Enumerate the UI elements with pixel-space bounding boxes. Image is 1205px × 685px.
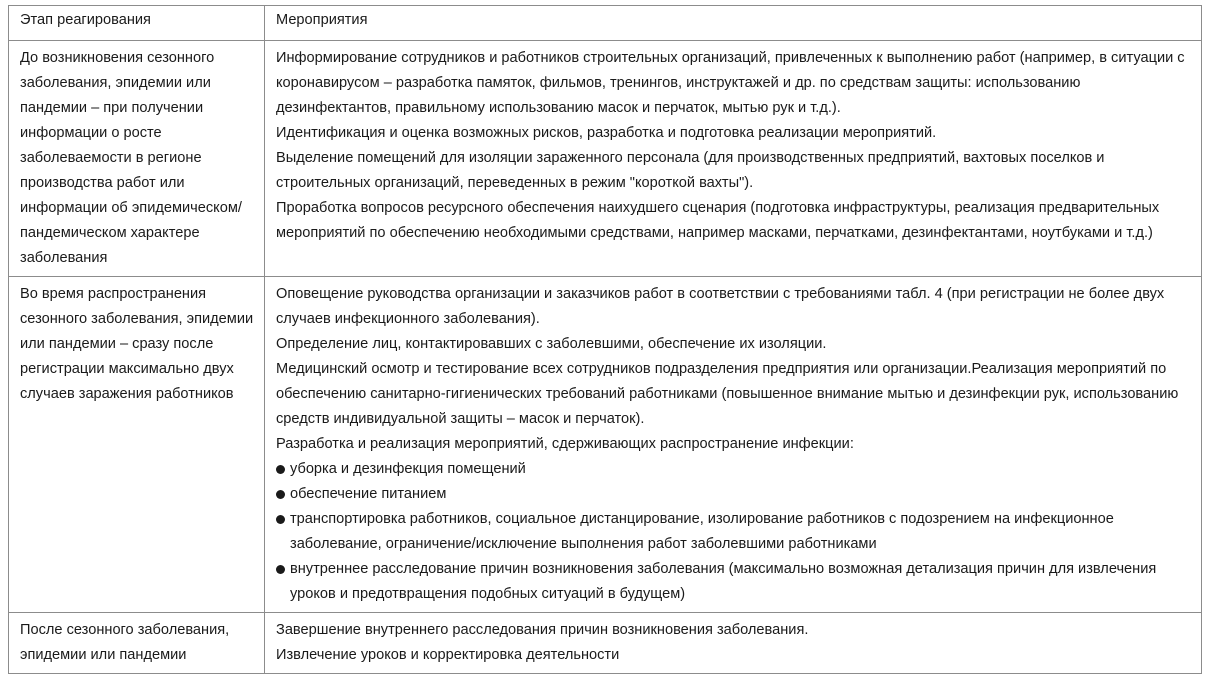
bullet-dot-icon	[276, 565, 285, 574]
list-item	[276, 507, 1195, 557]
header-stage: Этап реагирования	[9, 6, 265, 41]
table-row	[9, 41, 1202, 277]
list-item	[276, 457, 1195, 482]
stage-text: После сезонного заболевания, эпидемии или пандемии	[20, 622, 230, 663]
response-measures-table	[8, 5, 1202, 674]
list-item	[276, 482, 1195, 507]
measure-paragraph: Медицинский осмотр и тестирование всех сотрудников подразделения предприятия или организации.Реализация мероприятий по обеспечению санитарно-гигиенических требований работниками (повышенное внимание мытью и дезинфекции рук, использованию средств индивидуальной защиты – масок и перчаток).	[276, 361, 1179, 427]
list-item-text: уборка и дезинфекция помещений	[290, 461, 526, 477]
bullet-list	[276, 457, 1195, 607]
measure-paragraph: Извлечение уроков и корректировка деятельности	[276, 647, 620, 663]
measure-paragraph: Выделение помещений для изоляции зараженного персонала (для производственных предприятий, вахтовых поселков и строительных организаций, переведенных в режим "короткой вахты").	[276, 150, 1105, 191]
measure-paragraph: Проработка вопросов ресурсного обеспечения наихудшего сценария (подготовка инфраструктуры, реализация предварительных мероприятий по обеспечению необходимыми средствами, например масками, перчатками, дезинфектантами, ноутбуками и т.д.)	[276, 200, 1160, 241]
measure-paragraph: Оповещение руководства организации и заказчиков работ в соответствии с требованиями табл. 4 (при регистрации не более двух случаев инфекционного заболевания).	[276, 286, 1165, 327]
list-item-text: обеспечение питанием	[290, 486, 447, 502]
header-measures: Мероприятия	[265, 6, 1202, 41]
stage-cell	[9, 277, 265, 613]
measures-cell	[265, 277, 1202, 613]
stage-text: До возникновения сезонного заболевания, эпидемии или пандемии – при получении информации о росте заболеваемости в регионе производства работ или информации об эпидемическом/пандемическом характере заболевания	[20, 50, 242, 266]
measure-paragraph: Информирование сотрудников и работников строительных организаций, привлеченных к выполнению работ (например, в ситуации с коронавирусом – разработка памяток, фильмов, тренингов, инструктажей и др. по средствам защиты: использованию дезинфектантов, правильному использованию масок и перчаток, мытью рук и т.д.).	[276, 50, 1185, 116]
measures-cell	[265, 613, 1202, 674]
stage-cell	[9, 41, 265, 277]
table-header-row	[9, 6, 1202, 41]
table-row	[9, 277, 1202, 613]
measure-paragraph: Определение лиц, контактировавших с заболевшими, обеспечение их изоляции.	[276, 336, 827, 352]
bullet-dot-icon	[276, 465, 285, 474]
measure-paragraph: Разработка и реализация мероприятий, сдерживающих распространение инфекции:	[276, 436, 854, 452]
measure-paragraph: Завершение внутреннего расследования причин возникновения заболевания.	[276, 622, 809, 638]
list-item-text: внутреннее расследование причин возникновения заболевания (максимально возможная детализация причин для извлечения уроков и предотвращения подобных ситуаций в будущем)	[290, 561, 1157, 602]
list-item	[276, 557, 1195, 607]
stage-text: Во время распространения сезонного заболевания, эпидемии или пандемии – сразу после регистрации максимально двух случаев заражения работников	[20, 286, 254, 402]
stage-cell	[9, 613, 265, 674]
list-item-text: транспортировка работников, социальное дистанцирование, изолирование работников с подозрением на инфекционное заболевание, ограничение/исключение выполнения работ заболевшими работниками	[290, 511, 1114, 552]
table-row	[9, 613, 1202, 674]
bullet-dot-icon	[276, 490, 285, 499]
measures-cell	[265, 41, 1202, 277]
measure-paragraph: Идентификация и оценка возможных рисков, разработка и подготовка реализации мероприятий.	[276, 125, 937, 141]
bullet-dot-icon	[276, 515, 285, 524]
